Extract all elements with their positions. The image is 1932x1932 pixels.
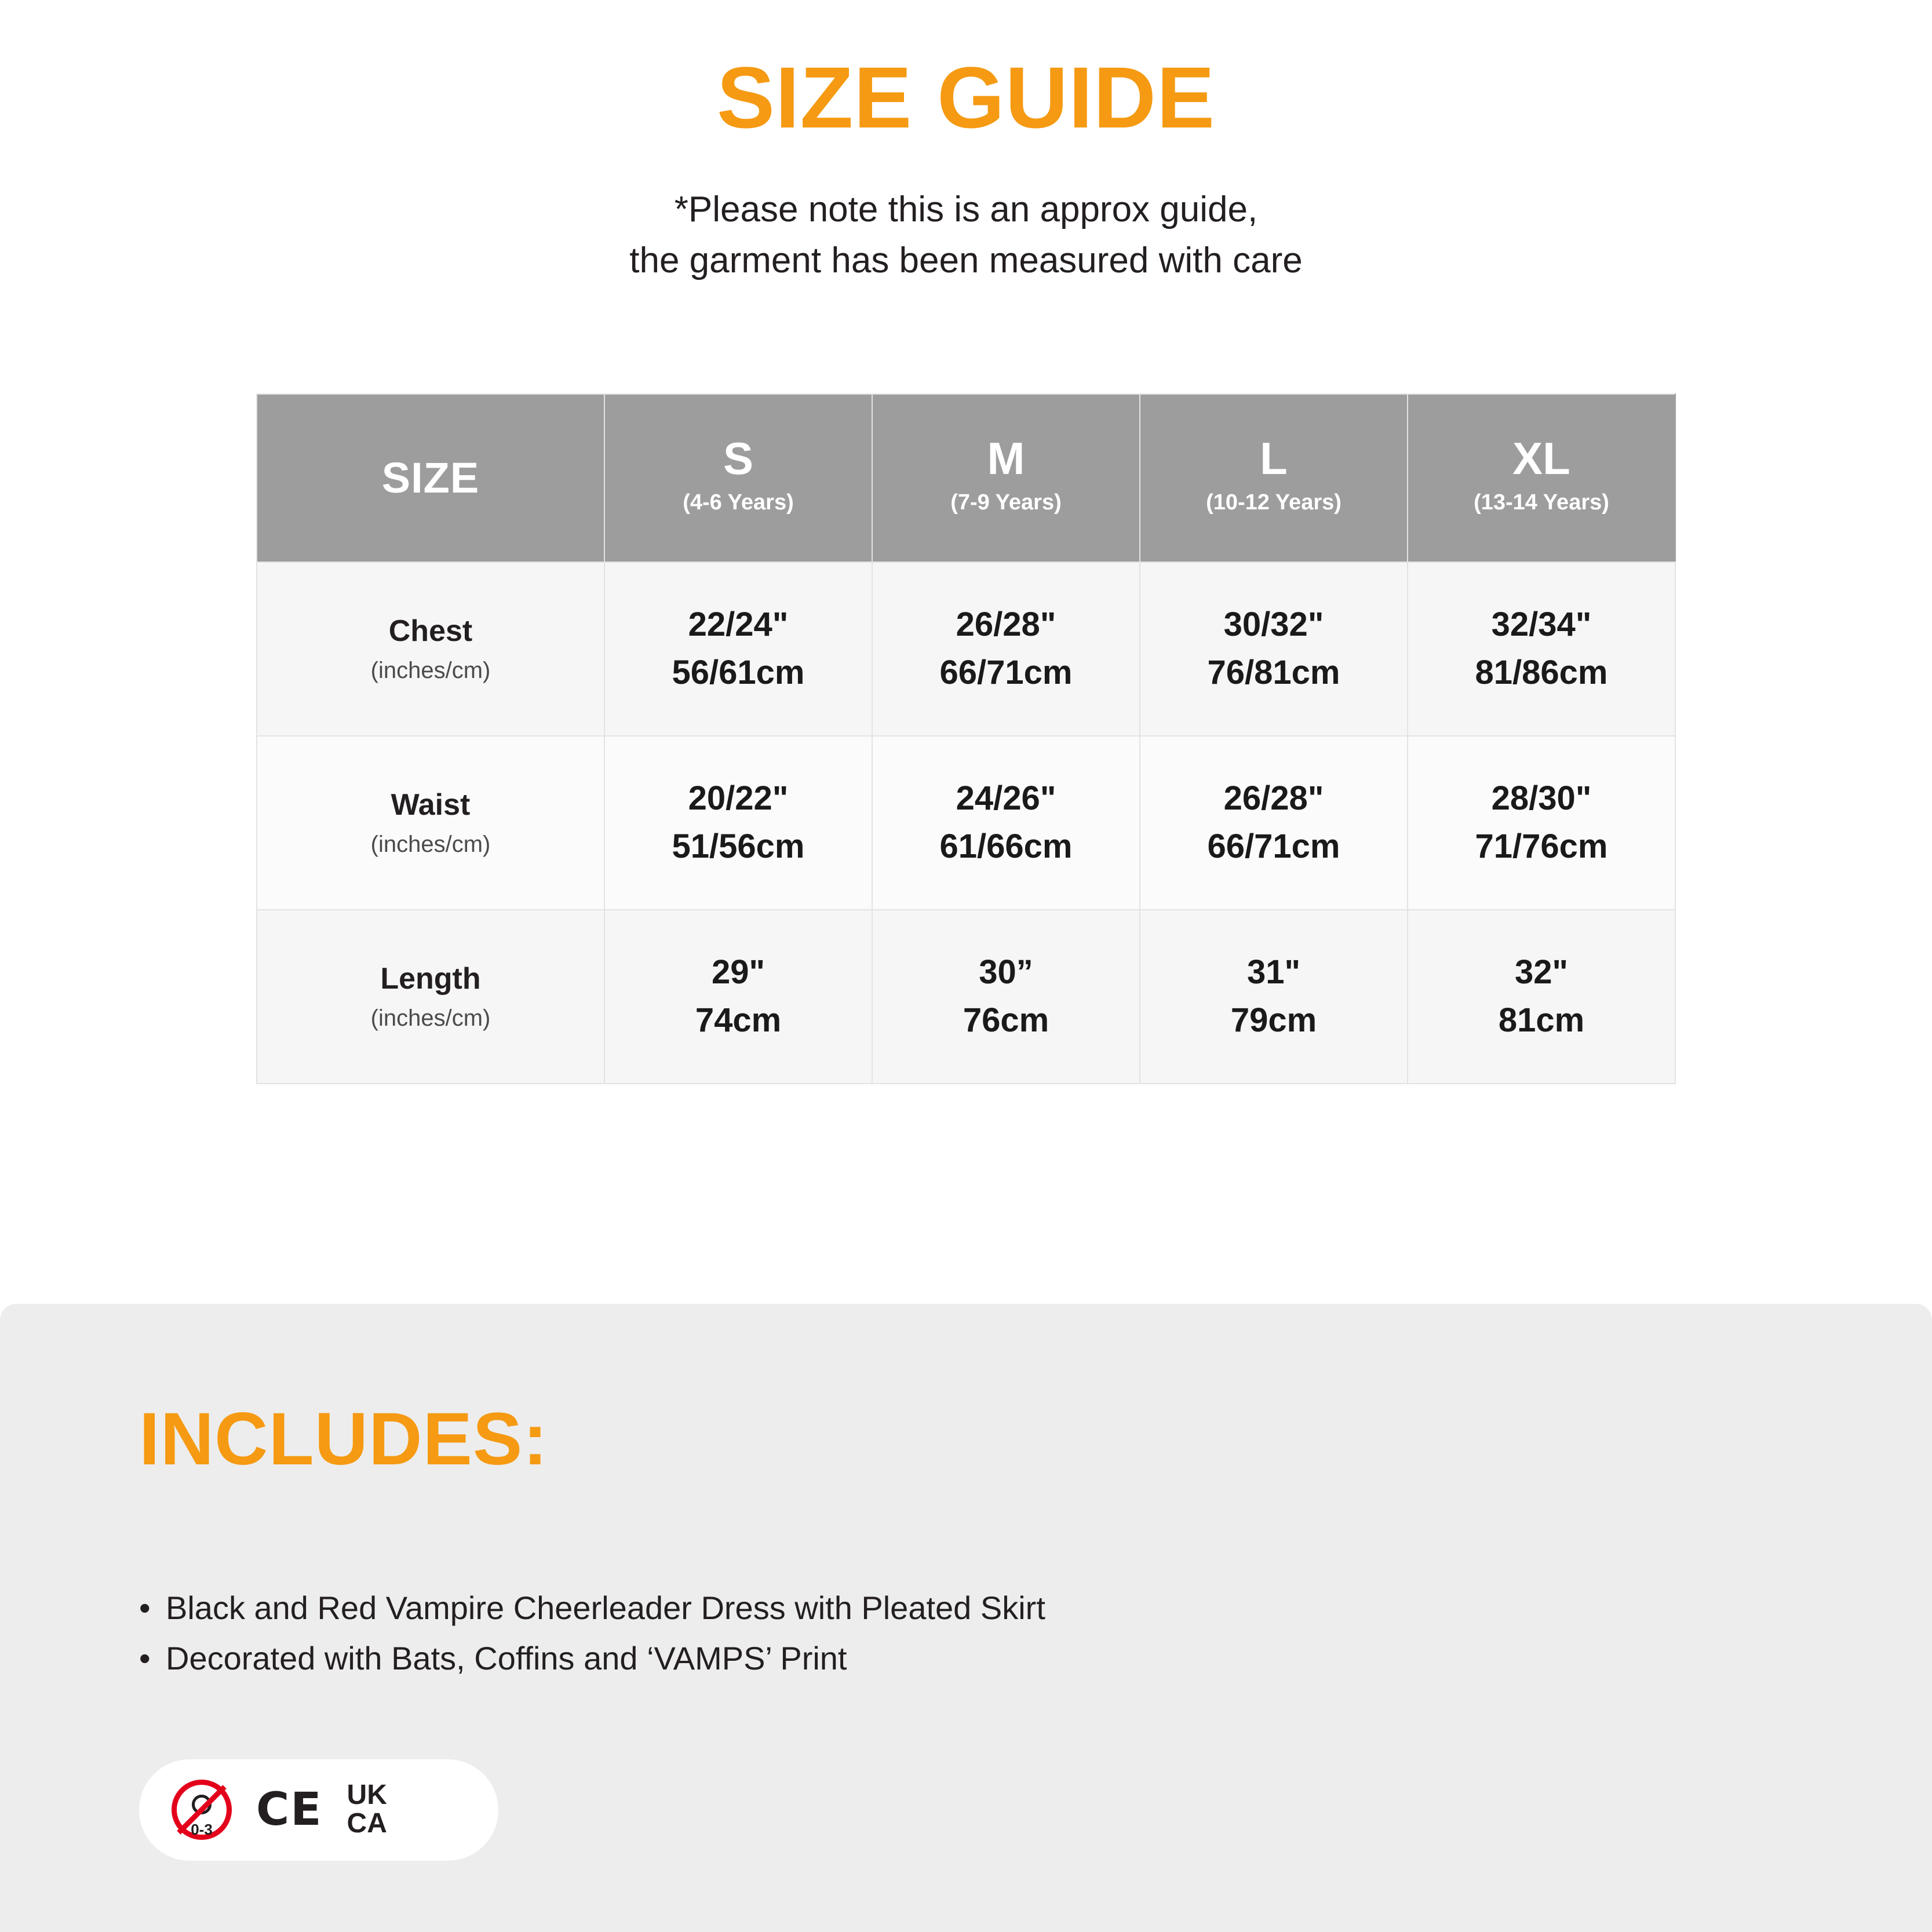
table-col-header-m xyxy=(872,394,1140,562)
size-ages-s: (4-6 Years) xyxy=(683,490,794,515)
guide-note-line-2: the garment has been measured with care xyxy=(629,240,1303,280)
cell-length-s-inches: 29" xyxy=(711,953,765,991)
cell-chest-s-inches: 22/24" xyxy=(688,606,789,644)
cell-waist-m-cm: 61/66cm xyxy=(939,827,1073,865)
cell-waist-xl-cm: 71/76cm xyxy=(1475,827,1608,865)
size-label-xl: XL xyxy=(1512,433,1570,484)
cell-waist-s-inches: 20/22" xyxy=(688,779,789,818)
cell-waist-xl-inches: 28/30" xyxy=(1491,779,1592,818)
cell-waist-s-cm: 51/56cm xyxy=(672,827,805,865)
cell-chest-m-inches: 26/28" xyxy=(956,606,1056,644)
size-label-l: L xyxy=(1260,433,1288,484)
cell-waist-l xyxy=(1140,736,1408,910)
row-unit-chest: (inches/cm) xyxy=(370,657,491,683)
row-unit-length: (inches/cm) xyxy=(370,1005,491,1031)
cell-length-l xyxy=(1140,910,1408,1084)
size-table-container xyxy=(256,393,1676,1084)
row-label-length xyxy=(257,910,604,1084)
cell-chest-s xyxy=(604,562,872,736)
ukca-line-1: UK xyxy=(347,1780,387,1811)
cell-length-l-cm: 79cm xyxy=(1230,1001,1317,1039)
cell-chest-m-cm: 66/71cm xyxy=(939,653,1073,691)
row-label-chest-text: Chest xyxy=(388,614,473,648)
page-header xyxy=(0,0,1932,286)
size-ages-m: (7-9 Years) xyxy=(950,490,1062,515)
row-label-waist xyxy=(257,736,604,910)
cell-chest-xl-cm: 81/86cm xyxy=(1475,653,1608,691)
size-label-m: M xyxy=(987,433,1025,484)
list-item: • Decorated with Bats, Coffins and ‘VAMPS’ Print xyxy=(139,1634,1932,1684)
includes-panel xyxy=(0,1304,1932,1932)
table-row xyxy=(257,562,1675,736)
row-unit-waist: (inches/cm) xyxy=(370,831,491,857)
cell-waist-l-inches: 26/28" xyxy=(1223,779,1324,818)
list-item: • Black and Red Vampire Cheerleader Dress with Pleated Skirt xyxy=(139,1583,1932,1634)
table-corner-label: SIZE xyxy=(381,454,480,502)
cell-waist-l-cm: 66/71cm xyxy=(1207,827,1340,865)
cell-length-xl-cm: 81cm xyxy=(1498,1001,1585,1039)
page-title: SIZE GUIDE xyxy=(716,49,1216,146)
guide-note xyxy=(0,184,1932,286)
cell-waist-m xyxy=(872,736,1140,910)
compliance-badges xyxy=(139,1759,498,1861)
cell-chest-l-cm: 76/81cm xyxy=(1207,653,1340,691)
table-col-header-l xyxy=(1140,394,1408,562)
cell-chest-l-inches: 30/32" xyxy=(1223,606,1324,644)
table-col-header-xl xyxy=(1408,394,1675,562)
table-row xyxy=(257,910,1675,1084)
ce-mark-icon: CE xyxy=(256,1784,323,1836)
row-label-length-text: Length xyxy=(380,962,481,996)
guide-note-line-1: *Please note this is an approx guide, xyxy=(674,189,1258,229)
cell-waist-m-inches: 24/26" xyxy=(956,779,1056,818)
includes-title: INCLUDES: xyxy=(139,1398,548,1481)
cell-length-xl-inches: 32" xyxy=(1514,953,1568,991)
ukca-line-2: CA xyxy=(347,1808,387,1839)
includes-list xyxy=(139,1583,1932,1684)
size-label-s: S xyxy=(723,433,754,484)
table-col-header-s xyxy=(604,394,872,562)
cell-waist-xl xyxy=(1408,736,1675,910)
cell-length-m-cm: 76cm xyxy=(963,1001,1049,1039)
cell-length-s xyxy=(604,910,872,1084)
size-ages-xl: (13-14 Years) xyxy=(1474,490,1609,515)
ukca-mark-icon xyxy=(347,1781,387,1838)
cell-length-m xyxy=(872,910,1140,1084)
age-warning-icon xyxy=(172,1780,232,1840)
table-header-row xyxy=(257,394,1675,562)
size-table xyxy=(256,393,1676,1084)
cell-chest-s-cm: 56/61cm xyxy=(672,653,805,691)
cell-length-l-inches: 31" xyxy=(1246,953,1300,991)
age-warning-label: 0-3 xyxy=(191,1821,213,1839)
cell-length-xl xyxy=(1408,910,1675,1084)
cell-chest-m xyxy=(872,562,1140,736)
size-ages-l: (10-12 Years) xyxy=(1206,490,1342,515)
cell-chest-xl xyxy=(1408,562,1675,736)
cell-waist-s xyxy=(604,736,872,910)
cell-length-s-cm: 74cm xyxy=(695,1001,782,1039)
row-label-waist-text: Waist xyxy=(391,788,471,822)
cell-chest-xl-inches: 32/34" xyxy=(1491,606,1592,644)
table-row xyxy=(257,736,1675,910)
cell-chest-l xyxy=(1140,562,1408,736)
row-label-chest xyxy=(257,562,604,736)
cell-length-m-inches: 30” xyxy=(979,953,1033,991)
table-corner-header xyxy=(257,394,604,562)
